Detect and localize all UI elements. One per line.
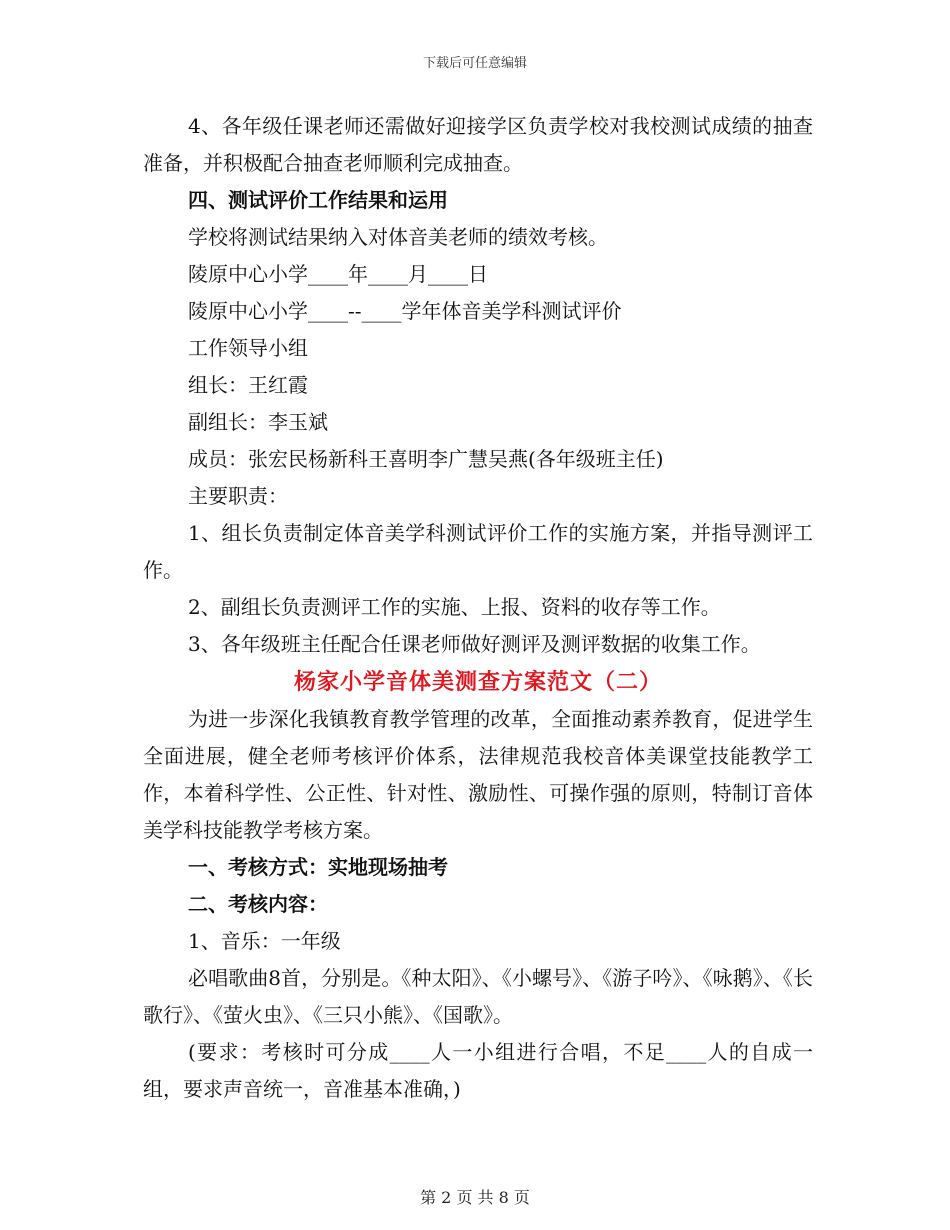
paragraph-group-leader: 组长：王红霞 [188,373,308,397]
page-number: 第 2 页 共 8 页 [420,1188,530,1207]
paragraph-duties-label: 主要职责： [188,484,288,508]
paragraph-item-4: 4、各年级任课老师还需做好迎接学区负责学校对我校测试成绩的抽查准备，并积极配合抽查老师顺利完成抽查。 [143,114,813,175]
page-header-note: 下载后可任意编辑 [422,56,527,71]
paragraph-intro: 为进一步深化我镇教育教学管理的改革，全面推动素养教育，促进学生全面进展，健全老师考核评价体系，法律规范我校音体美课堂技能教学工作，本着科学性、公正性、针对性、激励性、可操作强的原则，特制订音体美学科技能教学考核方案。 [143,707,813,842]
paragraph-duty-2: 2、副组长负责测评工作的实施、上报、资料的收存等工作。 [188,595,721,619]
section-heading-2: 二、考核内容： [188,892,328,916]
section-heading-4: 四、测试评价工作结果和运用 [188,188,448,212]
section-heading-1: 一、考核方式：实地现场抽考 [188,855,448,879]
paragraph-school-year-line: 陵原中心小学____--____学年体音美学科测试评价 [188,299,622,323]
paragraph-duty-1: 1、组长负责制定体音美学科测试评价工作的实施方案，并指导测评工作。 [143,521,813,582]
paragraph-music-grade: 1、音乐：一年级 [188,929,341,953]
paragraph-deputy-leader: 副组长：李玉斌 [188,410,328,434]
paragraph-members: 成员：张宏民杨新科王喜明李广慧吴燕(各年级班主任) [188,447,664,471]
paragraph-result-usage: 学校将测试结果纳入对体音美老师的绩效考核。 [188,225,608,249]
paragraph-requirements: (要求：考核时可分成____人一小组进行合唱，不足____人的自成一组，要求声音统一，音准基本准确，) [143,1040,813,1101]
paragraph-duty-3: 3、各年级班主任配合任课老师做好测评及测评数据的收集工作。 [188,632,761,656]
paragraph-songs: 必唱歌曲8首，分别是。《种太阳》、《小螺号》、《游子吟》、《咏鹅》、《长歌行》、《萤火虫》、《三只小熊》、《国歌》。 [143,966,813,1027]
document-body [143,108,813,1108]
section-title-red: 杨家小学音体美测查方案范文（二） [293,669,662,695]
paragraph-date-line: 陵原中心小学____年____月____日 [188,262,488,286]
paragraph-leadership-group: 工作领导小组 [188,336,308,360]
